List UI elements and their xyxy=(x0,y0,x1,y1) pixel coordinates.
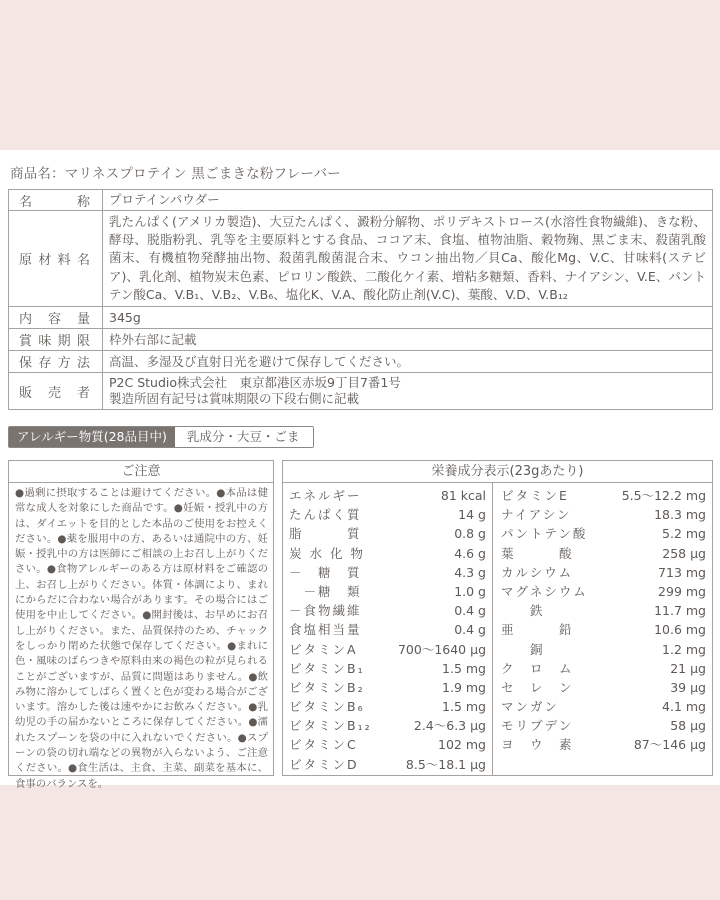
info-value: 高温、多湿及び直射日光を避けて保存してください。 xyxy=(103,351,713,373)
nutrient-row xyxy=(501,524,706,543)
allergen-value: 乳成分・大豆・ごま xyxy=(175,427,314,447)
nutrient-row xyxy=(289,659,486,678)
nutrient-name: ナイアシン xyxy=(501,507,572,523)
nutrient-name: ビタミンB₂ xyxy=(289,679,365,695)
nutrient-row xyxy=(289,640,486,659)
nutrition-title: 栄養成分表示(23gあたり) xyxy=(283,461,712,483)
nutrient-name: パントテン酸 xyxy=(501,526,588,542)
nutrition-table xyxy=(282,460,713,776)
nutrient-value: 1.9 mg xyxy=(442,679,486,695)
nutrient-row xyxy=(289,755,486,774)
nutrient-value: 1.2 mg xyxy=(662,641,706,657)
nutrient-row xyxy=(289,716,486,735)
nutrient-name: －糖 類 xyxy=(289,583,362,599)
nutrient-row xyxy=(289,735,486,754)
nutrient-row xyxy=(289,505,486,524)
nutrient-name: 食塩相当量 xyxy=(289,622,362,638)
info-row-ingredients xyxy=(9,211,713,307)
info-row-quantity xyxy=(9,307,713,329)
nutrient-name: ビタミンA xyxy=(289,641,358,657)
nutrient-value: 87～146 µg xyxy=(633,737,706,753)
caution-title: ご注意 xyxy=(9,461,273,483)
nutrient-value: 1.5 mg xyxy=(442,660,486,676)
info-value: 345g xyxy=(103,307,713,329)
nutrient-name: ク ロ ム xyxy=(501,660,574,676)
info-label: 賞味期限 xyxy=(9,329,103,351)
nutrient-name: モリブデン xyxy=(501,718,574,734)
nutrient-row xyxy=(501,544,706,563)
info-row-best-before xyxy=(9,329,713,351)
caution-box xyxy=(8,460,274,790)
nutrient-value: 8.5～18.1 µg xyxy=(405,756,486,772)
nutrient-value: 258 µg xyxy=(662,545,706,561)
label-sheet xyxy=(0,150,720,790)
nutrient-value: 10.6 mg xyxy=(654,622,706,638)
nutrient-name: 葉 酸 xyxy=(501,545,574,561)
product-title: 商品名：マリネスプロテイン 黒ごまきな粉フレーバー xyxy=(10,166,341,182)
info-row-name xyxy=(9,190,713,211)
info-label: 保存方法 xyxy=(9,351,103,373)
seller-info xyxy=(103,373,713,410)
nutrient-row xyxy=(501,582,706,601)
nutrient-value: 2.4～6.3 µg xyxy=(413,718,486,734)
nutrient-value: 39 µg xyxy=(670,679,706,695)
info-label: 原材料名 xyxy=(9,211,103,307)
nutrient-row xyxy=(501,620,706,639)
nutrient-name: セ レ ン xyxy=(501,679,574,695)
nutrient-row xyxy=(289,544,486,563)
nutrient-row xyxy=(501,678,706,697)
nutrient-name: エネルギー xyxy=(289,488,362,503)
nutrient-value: 4.1 mg xyxy=(662,699,706,715)
nutrient-row xyxy=(289,486,486,505)
nutrient-name: ビタミンC xyxy=(289,737,358,753)
nutrient-name: 脂 質 xyxy=(289,526,362,542)
nutrient-row xyxy=(289,678,486,697)
allergen-label: アレルギー物質(28品目中) xyxy=(9,427,175,447)
nutrient-name: － 糖 質 xyxy=(289,564,362,580)
nutrient-value: 81 kcal xyxy=(440,488,486,503)
nutrient-name: マグネシウム xyxy=(501,583,588,599)
nutrient-value: 18.3 mg xyxy=(654,507,706,523)
nutrient-name: 亜 鉛 xyxy=(501,622,574,638)
nutrient-row xyxy=(501,735,706,754)
product-info-table xyxy=(8,189,713,410)
seller-line: P2C Studio株式会社 東京都港区赤坂9丁目7番1号 xyxy=(109,375,401,391)
nutrient-value: 713 mg xyxy=(658,564,706,580)
info-label: 名 称 xyxy=(9,190,103,211)
nutrient-row xyxy=(289,582,486,601)
nutrient-name: 炭 水 化 物 xyxy=(289,545,365,561)
nutrient-value: 0.4 g xyxy=(454,622,486,638)
nutrient-row xyxy=(501,563,706,582)
info-label: 内 容 量 xyxy=(9,307,103,329)
nutrient-row xyxy=(289,697,486,716)
nutrient-value: 14 g xyxy=(458,507,486,523)
nutrient-row xyxy=(289,563,486,582)
nutrient-row xyxy=(501,697,706,716)
nutrient-row xyxy=(289,620,486,639)
nutrient-row xyxy=(501,486,706,505)
allergen-box xyxy=(8,426,314,448)
nutrient-value: 0.4 g xyxy=(454,603,486,619)
nutrient-value: 58 µg xyxy=(670,718,706,734)
nutrient-name: ヨ ウ 素 xyxy=(501,737,574,753)
info-row-storage xyxy=(9,351,713,373)
nutrient-value: 4.3 g xyxy=(454,564,486,580)
nutrient-row xyxy=(501,659,706,678)
nutrient-row xyxy=(501,601,706,620)
nutrition-column-left xyxy=(283,483,493,775)
nutrient-value: 1.5 mg xyxy=(442,699,486,715)
nutrient-value: 4.6 g xyxy=(454,545,486,561)
nutrient-row xyxy=(289,524,486,543)
nutrient-value: 11.7 mg xyxy=(654,603,706,619)
nutrient-row xyxy=(289,601,486,620)
nutrient-value: 21 µg xyxy=(670,660,706,676)
nutrient-value: 1.0 g xyxy=(454,583,486,599)
nutrient-name: マンガン xyxy=(501,699,560,715)
info-value: プロテインパウダー xyxy=(103,190,713,211)
nutrient-row xyxy=(501,640,706,659)
nutrient-value: 0.8 g xyxy=(454,526,486,542)
nutrient-row xyxy=(501,716,706,735)
nutrient-row xyxy=(501,505,706,524)
nutrient-name: たんぱく質 xyxy=(289,507,362,523)
nutrient-value: 700～1640 µg xyxy=(397,641,486,657)
nutrient-value: 5.2 mg xyxy=(662,526,706,542)
nutrient-value: 299 mg xyxy=(658,583,706,599)
nutrition-column-right xyxy=(493,483,712,775)
nutrient-name: ビタミンB₁ xyxy=(289,660,365,676)
nutrient-name: ビタミンB₆ xyxy=(289,699,365,715)
nutrient-name: ビタミンB₁₂ xyxy=(289,718,372,734)
nutrient-name: ビタミンD xyxy=(289,756,359,772)
info-value: 枠外右部に記載 xyxy=(103,329,713,351)
nutrient-name: －食物繊維 xyxy=(289,603,362,619)
nutrient-name: ビタミンE xyxy=(501,488,569,503)
ingredients-text: 乳たんぱく(アメリカ製造)、大豆たんぱく、澱粉分解物、ポリデキストロース(水溶性食物繊維)、きな粉、酵母、脱脂粉乳、乳等を主要原料とする食品、ココア末、食塩、植物油脂、穀物麹、黒ごま末、殺菌乳酸菌末、有機植物発酵抽出物、殺菌乳酸菌混合末、ウコン抽出物／貝Ca、酸化Mg、V.C、甘味料(ステビア)、乳化剤、植物炭末色素、ピロリン酸鉄、二酸化ケイ素、増粘多糖類、香料、ナイアシン、V.E、パントテン酸Ca、V.B₁、V.B₂、V.B₆、塩化K、V.A、酸化防止剤(V.C)、葉酸、V.D、V.B₁₂ xyxy=(103,211,713,307)
nutrient-value: 5.5～12.2 mg xyxy=(621,488,706,503)
nutrient-name: カルシウム xyxy=(501,564,574,580)
nutrient-name: 銅 xyxy=(501,641,545,657)
info-row-seller xyxy=(9,373,713,410)
seller-line: 製造所固有記号は賞味期限の下段右側に記載 xyxy=(109,391,360,407)
info-label: 販 売 者 xyxy=(9,373,103,410)
nutrient-value: 102 mg xyxy=(438,737,486,753)
nutrient-name: 鉄 xyxy=(501,603,545,619)
caution-text: ●過剰に摂取することは避けてください。●本品は健常な成人を対象にした商品です。●妊娠・授乳中の方は、ダイエットを目的とした本品のご使用をお控えください。●薬を服用中の方、あるいは通院中の方、妊娠・授乳中の方は医師にご相談の上お召し上がりください。●食物アレルギーのある方は原材料をご確認の上、お召し上がりください。体質・体調により、まれにからだに合わない場合があります。その場合にはご使用を中止してください。●開封後は、お早めにお召し上がりください。また、品質保持のため、チャックをしっかり閉めた状態で保存してください。●まれに色・風味のばらつきや原料由来の褐色の粒が見られることがございますが、品質に問題はありません。●飲み物に溶かしてしばらく置くと色が変わる場合がございます。溶かした後は速やかにお飲みください。●乳幼児の手の届かないところに保存してください。●濡れたスプーンを袋の中に入れないでください。●スプーンの袋の切れ端などの異物が入らないよう、ご注意ください。●食生活は、主食、主菜、副菜を基本に、食事のバランスを。 xyxy=(15,487,268,790)
